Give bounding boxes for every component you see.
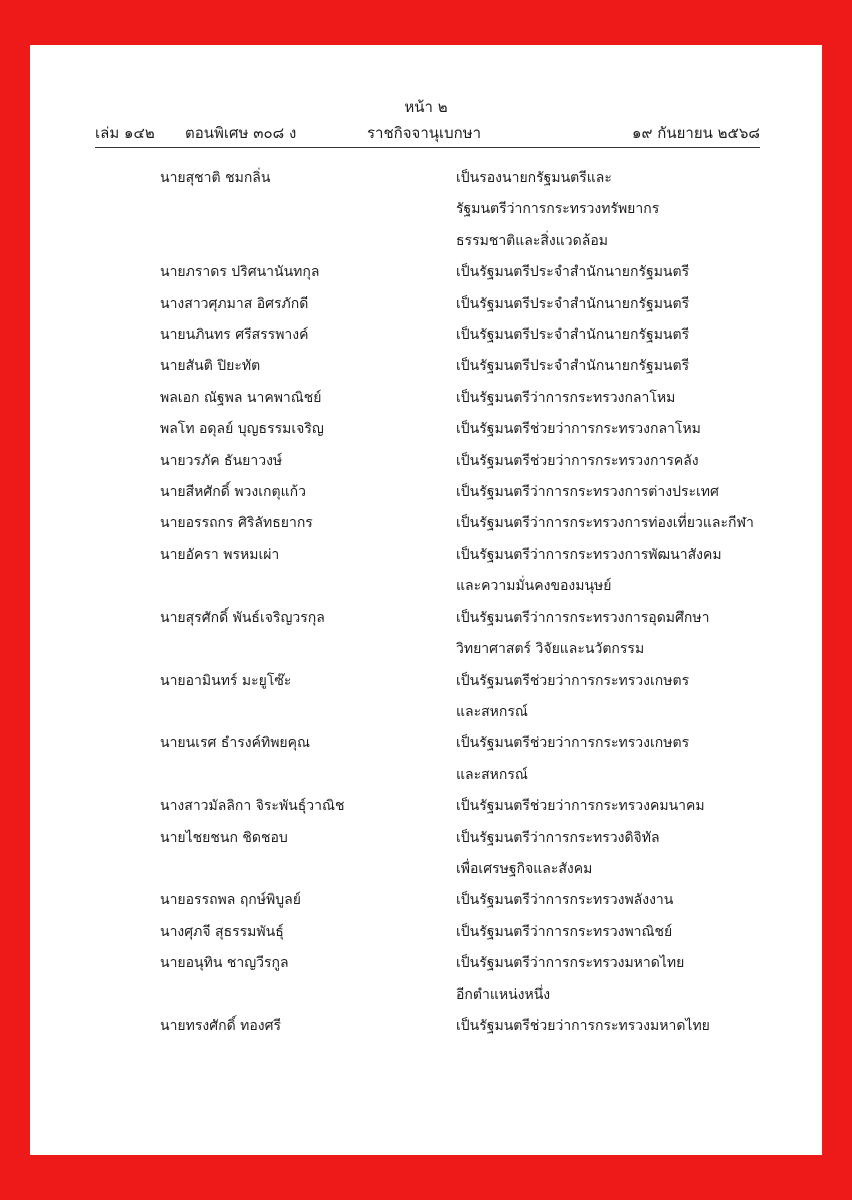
minister-position — [456, 320, 806, 351]
position-line: เป็นรัฐมนตรีช่วยว่าการกระทรวงคมนาคม — [456, 798, 705, 815]
position-line: เป็นรัฐมนตรีช่วยว่าการกระทรวงมหาดไทย — [456, 1017, 710, 1034]
position-line: วิทยาศาสตร์ วิจัยและนวัตกรรม — [456, 641, 645, 658]
position-line: เป็นรัฐมนตรีว่าการกระทรวงการท่องเที่ยวและกีฬา — [456, 515, 754, 532]
minister-position — [456, 351, 806, 382]
gazette-header — [95, 121, 760, 148]
minister-position — [456, 163, 806, 257]
appointment-entry — [30, 414, 822, 445]
appointment-entry — [30, 446, 822, 477]
minister-position — [456, 948, 806, 1011]
position-line: เป็นรัฐมนตรีช่วยว่าการกระทรวงเกษตร — [456, 672, 690, 689]
position-line: รัฐมนตรีว่าการกระทรวงทรัพยากร — [456, 201, 660, 218]
publication-date: ๑๙ กันยายน ๒๕๖๘ — [632, 124, 760, 142]
volume-label: เล่ม ๑๔๒ — [95, 124, 155, 142]
appointment-entry — [30, 917, 822, 948]
position-line: อีกตำแหน่งหนึ่ง — [456, 986, 551, 1003]
position-line: เป็นรัฐมนตรีว่าการกระทรวงดิจิทัล — [456, 829, 660, 846]
minister-position — [456, 603, 806, 666]
minister-position — [456, 728, 806, 791]
minister-name: นายวรภัค ธันยาวงษ์ — [160, 452, 283, 469]
position-line: เป็นรัฐมนตรีช่วยว่าการกระทรวงการคลัง — [456, 452, 699, 469]
appointment-list — [30, 163, 822, 1042]
minister-name: นายไชยชนก ชิดชอบ — [160, 829, 288, 846]
minister-name: นายสุชาติ ชมกลิ่น — [160, 170, 271, 186]
minister-position — [456, 257, 806, 288]
appointment-entry — [30, 603, 822, 666]
appointment-entry — [30, 289, 822, 320]
position-line: เป็นรัฐมนตรีประจำสำนักนายกรัฐมนตรี — [456, 264, 690, 281]
minister-position — [456, 791, 806, 822]
appointment-entry — [30, 666, 822, 729]
appointment-entry — [30, 791, 822, 822]
minister-position — [456, 289, 806, 320]
minister-name: นายสีหศักดิ์ พวงเกตุแก้ว — [160, 484, 306, 501]
minister-name: นายอรรถกร ศิริลัทธยากร — [160, 515, 313, 532]
minister-name: นางสาวศุภมาส อิศรภักดี — [160, 295, 309, 312]
minister-name: นายสุรศักดิ์ พันธ์เจริญวรกุล — [160, 609, 325, 626]
appointment-entry — [30, 728, 822, 791]
minister-position — [456, 508, 806, 539]
position-line: เป็นรัฐมนตรีว่าการกระทรวงการต่างประเทศ — [456, 484, 719, 501]
minister-name: นายอามินทร์ มะยูโซ๊ะ — [160, 672, 292, 689]
minister-position — [456, 917, 806, 948]
appointment-entry — [30, 163, 822, 257]
minister-position — [456, 666, 806, 729]
position-line: เป็นรัฐมนตรีว่าการกระทรวงมหาดไทย — [456, 955, 685, 972]
minister-name: นายสันติ ปิยะทัต — [160, 358, 261, 375]
appointment-entry — [30, 508, 822, 539]
position-line: เป็นรองนายกรัฐมนตรีและ — [456, 170, 612, 186]
position-line: เป็นรัฐมนตรีประจำสำนักนายกรัฐมนตรี — [456, 358, 690, 375]
position-line: และสหกรณ์ — [456, 766, 528, 783]
appointment-entry — [30, 885, 822, 916]
publication-title: ราชกิจจานุเบกษา — [367, 124, 482, 142]
position-line: ธรรมชาติและสิ่งแวดล้อม — [456, 232, 608, 249]
position-line: และความมั่นคงของมนุษย์ — [456, 578, 612, 595]
minister-position — [456, 414, 806, 445]
position-line: เป็นรัฐมนตรีช่วยว่าการกระทรวงเกษตร — [456, 735, 690, 752]
appointment-entry — [30, 383, 822, 414]
minister-position — [456, 885, 806, 916]
minister-position — [456, 823, 806, 886]
appointment-entry — [30, 320, 822, 351]
minister-name: นางสาวมัลลิกา จิระพันธุ์วาณิช — [160, 798, 345, 815]
minister-name: นายทรงศักดิ์ ทองศรี — [160, 1017, 282, 1034]
position-line: และสหกรณ์ — [456, 703, 528, 720]
appointment-entry — [30, 257, 822, 288]
minister-name: นายอัครา พรหมเผ่า — [160, 546, 280, 563]
appointment-entry — [30, 948, 822, 1011]
appointment-entry — [30, 540, 822, 603]
position-line: เป็นรัฐมนตรีว่าการกระทรวงการอุดมศึกษา — [456, 609, 710, 626]
position-line: เป็นรัฐมนตรีว่าการกระทรวงกลาโหม — [456, 389, 676, 406]
appointment-entry — [30, 823, 822, 886]
position-line: เป็นรัฐมนตรีว่าการกระทรวงพลังงาน — [456, 892, 674, 909]
appointment-entry — [30, 477, 822, 508]
minister-name: นายนภินทร ศรีสรรพางค์ — [160, 327, 309, 344]
page-number: หน้า ๒ — [404, 98, 448, 116]
position-line: เป็นรัฐมนตรีประจำสำนักนายกรัฐมนตรี — [456, 295, 690, 312]
appointment-entry — [30, 351, 822, 382]
minister-name: นายภราดร ปริศนานันทกุล — [160, 264, 320, 281]
minister-position — [456, 383, 806, 414]
appointment-entry — [30, 1011, 822, 1042]
minister-name: นายอรรถพล ฤกษ์พิบูลย์ — [160, 892, 301, 909]
section-label: ตอนพิเศษ ๓๐๘ ง — [185, 124, 297, 142]
position-line: เพื่อเศรษฐกิจและสังคม — [456, 860, 593, 877]
position-line: เป็นรัฐมนตรีประจำสำนักนายกรัฐมนตรี — [456, 327, 690, 344]
minister-name: พลเอก ณัฐพล นาคพาณิชย์ — [160, 389, 322, 406]
minister-name: พลโท อดุลย์ บุญธรรมเจริญ — [160, 421, 324, 438]
minister-position — [456, 1011, 806, 1042]
minister-position — [456, 540, 806, 603]
position-line: เป็นรัฐมนตรีว่าการกระทรวงการพัฒนาสังคม — [456, 546, 722, 563]
position-line: เป็นรัฐมนตรีว่าการกระทรวงพาณิชย์ — [456, 923, 673, 940]
position-line: เป็นรัฐมนตรีช่วยว่าการกระทรวงกลาโหม — [456, 421, 701, 438]
minister-position — [456, 477, 806, 508]
minister-name: นายนเรศ ธำรงค์ทิพยคุณ — [160, 735, 310, 752]
minister-name: นางศุภจี สุธรรมพันธุ์ — [160, 923, 284, 940]
gazette-page — [30, 45, 822, 1155]
minister-name: นายอนุทิน ชาญวีรกูล — [160, 955, 289, 972]
minister-position — [456, 446, 806, 477]
